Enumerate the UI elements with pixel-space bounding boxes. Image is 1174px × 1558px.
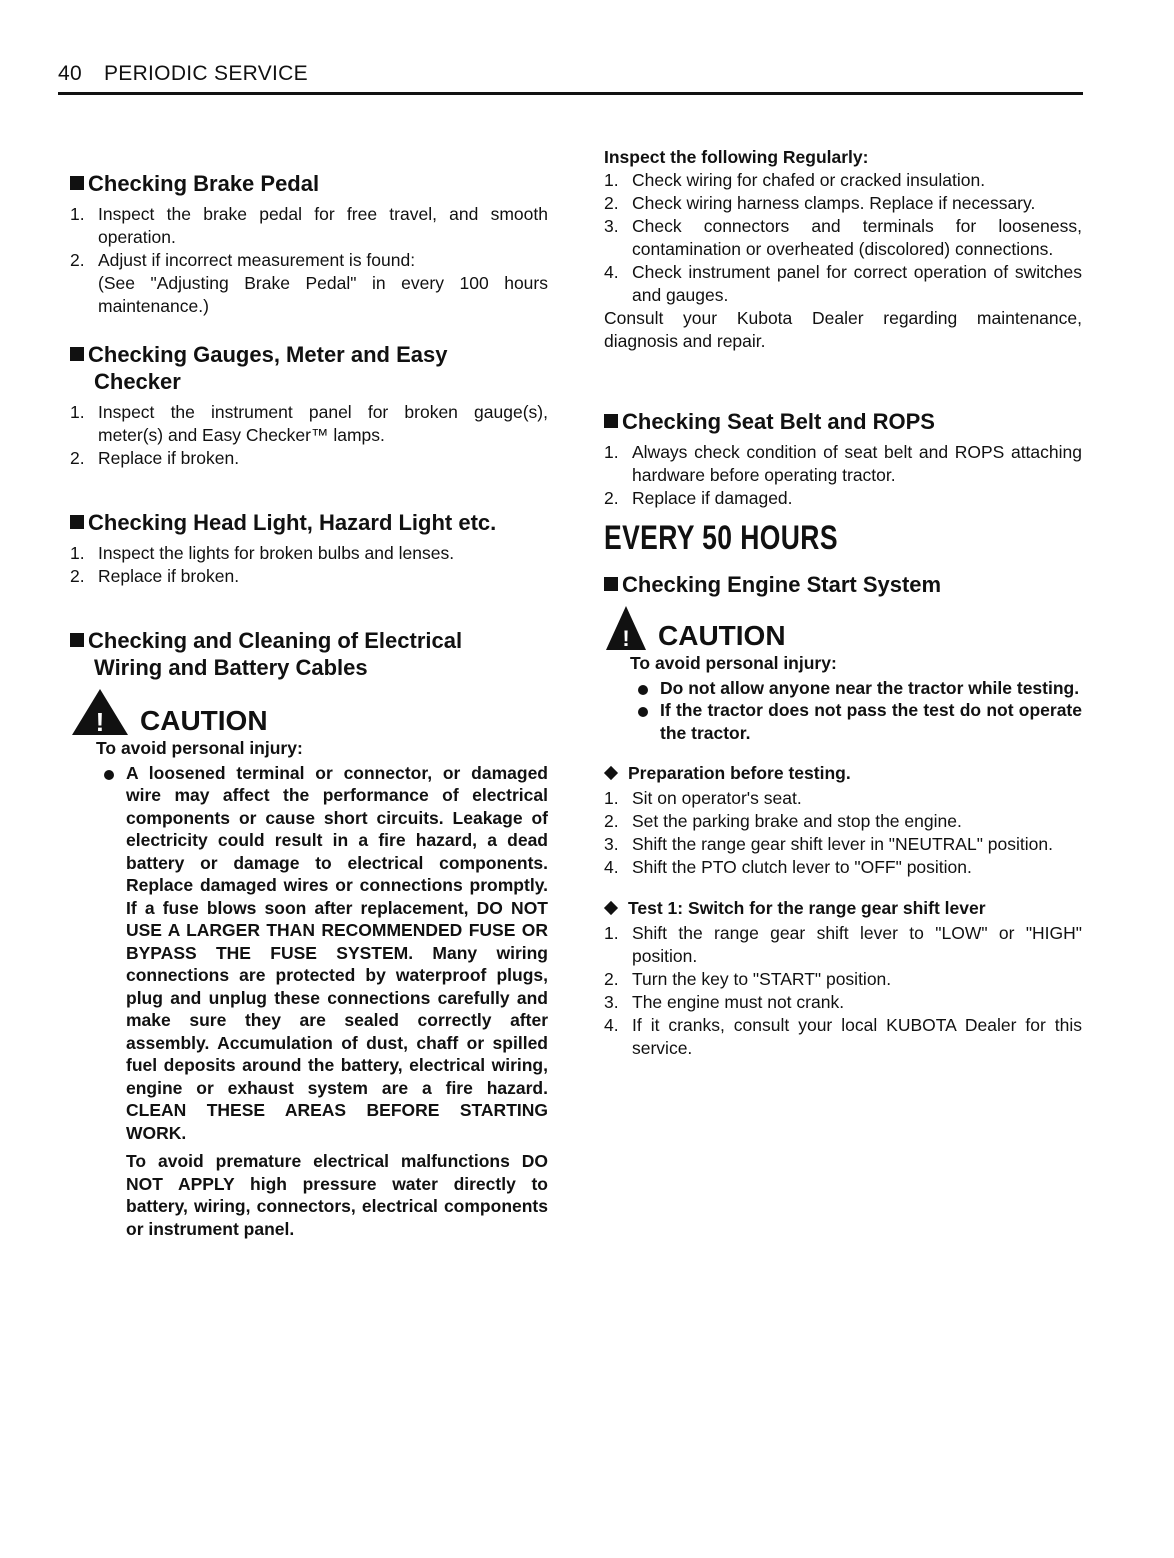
svg-text:!: ! [622, 626, 630, 651]
caution-body [604, 652, 1082, 744]
square-bullet-icon [604, 577, 618, 591]
section-heading: Checking Gauges, Meter and Easy Checker [70, 341, 548, 395]
section-heading: Checking Brake Pedal [70, 170, 548, 197]
step-list [604, 922, 1082, 1060]
svg-text:!: ! [95, 707, 105, 737]
preparation-heading: Preparation before testing. [604, 762, 1082, 785]
caution-extra: To avoid premature electrical malfunctions DO NOT APPLY high pressure water directly to battery, wiring, connectors, electrical components or instrument panel. [126, 1151, 548, 1239]
list-item: 1. Inspect the brake pedal for free travel, and smooth operation. [70, 204, 548, 247]
list-item: 1. Shift the range gear shift lever to "LOW" or "HIGH" position. [604, 923, 1082, 966]
section-heading: Checking Head Light, Hazard Light etc. [70, 509, 548, 536]
section-every-50-hours [604, 519, 1082, 558]
list-item: 4. Check instrument panel for correct operation of switches and gauges. [604, 262, 1082, 305]
caution-intro: To avoid personal injury: [96, 738, 303, 758]
caution-label: CAUTION [658, 620, 786, 651]
caution-bullets [630, 677, 1082, 745]
square-bullet-icon [70, 176, 84, 190]
step-list [70, 203, 548, 318]
square-bullet-icon [604, 414, 618, 428]
section-heading: Checking Engine Start System [604, 571, 1082, 598]
list-item: 1. Check wiring for chafed or cracked insulation. [604, 170, 986, 190]
list-item: 3. Check connectors and terminals for looseness, contamination or overheated (discolored) connections. [604, 216, 1082, 259]
section-gauges [70, 341, 548, 470]
caution-header [70, 689, 548, 737]
section-seat-belt [604, 408, 1082, 510]
square-bullet-icon [70, 515, 84, 529]
list-item: 1. Always check condition of seat belt and ROPS attaching hardware before operating tractor. [604, 442, 1082, 485]
list-item: 2. Adjust if incorrect measurement is found: (See "Adjusting Brake Pedal" in every 100 hours maintenance.) [70, 250, 548, 316]
diamond-bullet-icon [604, 766, 618, 780]
bullet-dot-icon [638, 685, 648, 695]
list-item: 2. Replace if broken. [70, 566, 240, 586]
test-heading: Test 1: Switch for the range gear shift lever [604, 897, 1082, 920]
caution-intro: To avoid personal injury: [630, 653, 837, 673]
caution-bullets [96, 762, 548, 1145]
step-list [604, 787, 1082, 879]
page-header [58, 62, 1083, 95]
preparation-block [604, 762, 1082, 879]
list-item: 4. If it cranks, consult your local KUBOTA Dealer for this service. [604, 1015, 1082, 1058]
list-item: 3. The engine must not crank. [604, 992, 845, 1012]
page-title: PERIODIC SERVICE [103, 62, 308, 85]
square-bullet-icon [70, 633, 84, 647]
list-item: If the tractor does not pass the test do not operate the tractor. [630, 699, 1082, 744]
list-item: 2. Replace if damaged. [604, 488, 793, 508]
warning-triangle-icon [604, 604, 648, 652]
step-list [604, 169, 1082, 307]
section-heading: Checking and Cleaning of Electrical Wiring and Battery Cables [70, 627, 548, 681]
list-item: 2. Check wiring harness clamps. Replace if necessary. [604, 193, 1036, 213]
section-regular-inspection [604, 146, 1082, 353]
square-bullet-icon [70, 347, 84, 361]
caution-header [604, 604, 1082, 652]
caution-label: CAUTION [140, 705, 268, 736]
step-list [604, 441, 1082, 510]
consult-text: Consult your Kubota Dealer regarding maintenance, diagnosis and repair. [604, 308, 1082, 351]
section-lights [70, 509, 548, 588]
list-item: 2. Replace if broken. [70, 448, 240, 468]
page-number: 40 [58, 62, 82, 85]
subheading: Inspect the following Regularly: [604, 147, 869, 167]
list-item: 4. Shift the PTO clutch lever to "OFF" position. [604, 857, 972, 877]
list-item: 1. Inspect the instrument panel for broken gauge(s), meter(s) and Easy Checker™ lamps. [70, 402, 548, 445]
list-item: 2. Turn the key to "START" position. [604, 969, 892, 989]
diamond-bullet-icon [604, 901, 618, 915]
test-block [604, 897, 1082, 1060]
section-engine-start [604, 571, 1082, 1060]
list-item: A loosened terminal or connector, or damaged wire may affect the performance of electrical components or cause short circuits. Leakage of electricity could result in a fire hazard, a dead battery or damage to electrical components. Replace damaged wires or connections promptly. If a fuse blows soon after replacement, DO NOT USE A LARGER THAN RECOMMENDED FUSE OR BYPASS THE FUSE SYSTEM. Many wiring connections are protected by waterproof plugs, plug and unplug these connections carefully and make sure they are sealed correctly after assembly. Accumulation of dust, chaff or spilled fuel deposits around the battery, electrical wiring, engine or exhaust system are a fire hazard. CLEAN THESE AREAS BEFORE STARTING WORK. [96, 762, 548, 1145]
caution-body [70, 737, 548, 1240]
list-item: 1. Sit on operator's seat. [604, 788, 802, 808]
list-item: Do not allow anyone near the tractor while testing. [630, 677, 1082, 700]
list-item: 1. Inspect the lights for broken bulbs and lenses. [70, 543, 455, 563]
step-list [70, 401, 548, 470]
section-heading: Checking Seat Belt and ROPS [604, 408, 1082, 435]
bullet-dot-icon [104, 770, 114, 780]
bullet-dot-icon [638, 707, 648, 717]
list-item: 2. Set the parking brake and stop the engine. [604, 811, 962, 831]
step-list [70, 542, 548, 588]
warning-triangle-icon [70, 687, 130, 737]
interval-heading: EVERY 50 HOURS [604, 519, 838, 557]
section-brake-pedal [70, 170, 548, 318]
section-wiring [70, 627, 548, 1258]
list-item: 3. Shift the range gear shift lever in "NEUTRAL" position. [604, 834, 1053, 854]
